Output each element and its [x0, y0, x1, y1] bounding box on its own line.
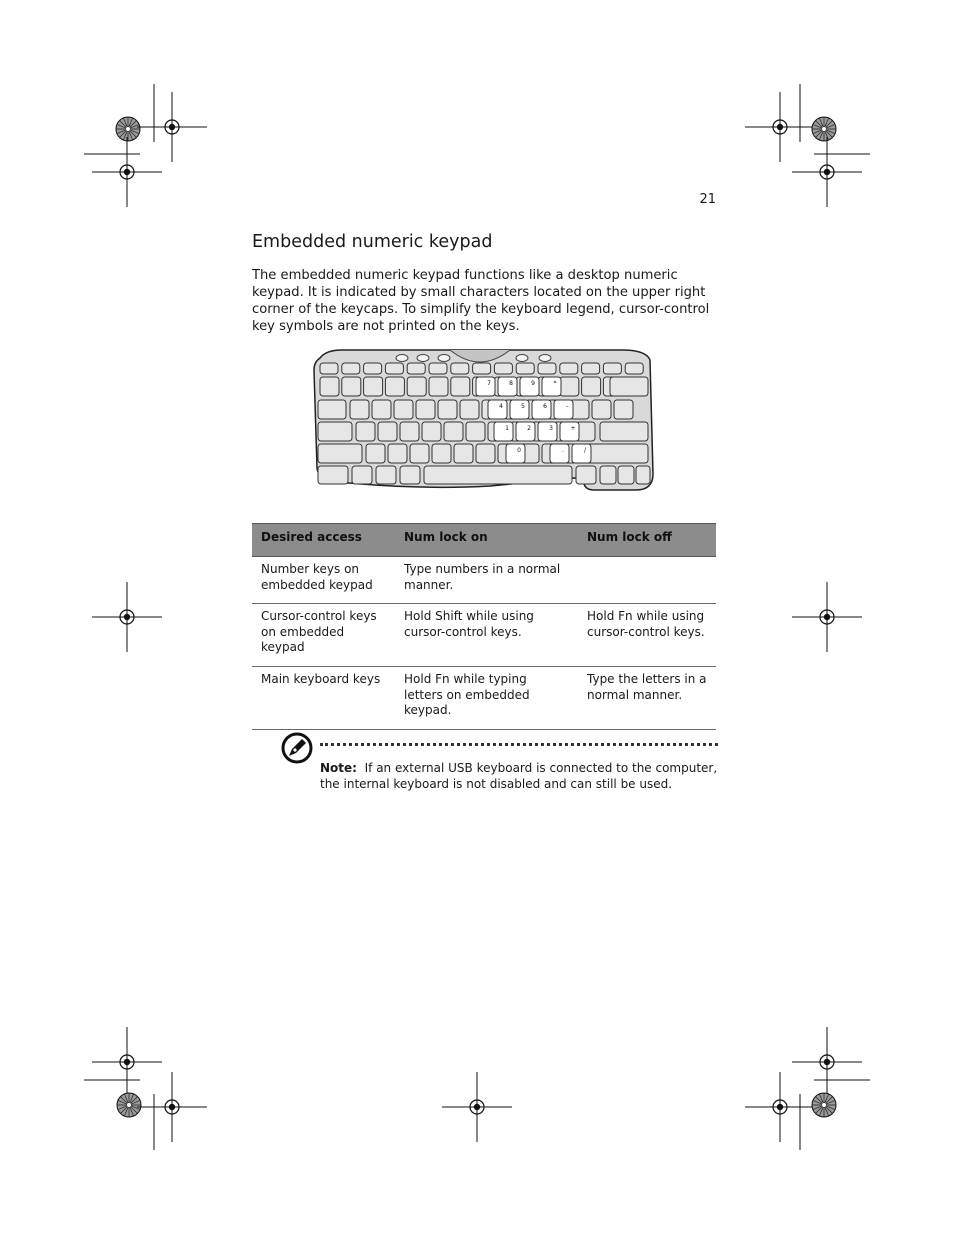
modifier-key	[376, 466, 396, 484]
keyboard-key	[394, 400, 413, 419]
function-key	[385, 363, 403, 374]
modifier-key	[400, 466, 420, 484]
table-header-row	[252, 524, 716, 557]
page-number: 21	[699, 192, 716, 207]
header-desired-access: Desired access	[252, 524, 395, 557]
keyboard-key	[560, 377, 579, 396]
keyboard-key	[429, 377, 448, 396]
keypad-key	[572, 444, 591, 463]
keyboard-key	[444, 422, 463, 441]
table-row	[252, 604, 716, 667]
keypad-legend: –	[565, 403, 569, 410]
table-cell: Number keys on embedded keypad	[252, 557, 395, 604]
note-label: Note:	[320, 761, 357, 775]
function-key	[494, 363, 512, 374]
keyboard-key	[366, 444, 385, 463]
table-row	[252, 557, 716, 604]
keypad-key	[506, 444, 525, 463]
function-key	[451, 363, 469, 374]
table-cell: Type numbers in a normal manner.	[395, 557, 578, 604]
caps-lock-key	[318, 422, 352, 441]
keypad-key	[510, 400, 529, 419]
keypad-legend: 7	[487, 380, 491, 387]
keyboard-key	[356, 422, 375, 441]
header-num-lock-off: Num lock off	[578, 524, 716, 557]
function-key	[429, 363, 447, 374]
table-cell: Hold Fn while using cursor-control keys.	[578, 604, 716, 667]
keyboard-key	[372, 400, 391, 419]
keyboard-key	[422, 422, 441, 441]
table-cell: Cursor-control keys on embedded keypad	[252, 604, 395, 667]
intro-paragraph: The embedded numeric keypad functions like a desktop numeric keypad. It is indicated by small characters located on the upper right corner of the keycaps. To simplify the keyboard legend, cursor-control key symbols are not printed on the keys.	[252, 268, 710, 334]
keyboard-key	[364, 377, 383, 396]
keypad-legend: 1	[505, 425, 509, 432]
table-cell: Type the letters in a normal manner.	[578, 666, 716, 729]
keyboard-key	[432, 444, 451, 463]
table-cell	[578, 557, 716, 604]
function-key	[364, 363, 382, 374]
space-bar	[424, 466, 572, 484]
keyboard-key	[460, 400, 479, 419]
keyboard-key	[350, 400, 369, 419]
function-key	[320, 363, 338, 374]
backspace-key	[610, 377, 648, 396]
keypad-key	[498, 377, 517, 396]
keypad-legend: 6	[543, 403, 547, 410]
keyboard-key	[320, 377, 339, 396]
note-text	[320, 761, 720, 792]
keypad-legend: +	[570, 425, 576, 432]
keypad-legend: 3	[549, 425, 553, 432]
keypad-legend: /	[583, 447, 587, 454]
keyboard-key	[451, 377, 470, 396]
keypad-key	[542, 377, 561, 396]
keypad-legend: .	[562, 447, 564, 454]
keypad-legend: 5	[521, 403, 525, 410]
keypad-key	[538, 422, 557, 441]
keyboard-key	[378, 422, 397, 441]
modifier-key	[318, 466, 348, 484]
keyboard-key	[454, 444, 473, 463]
function-key	[407, 363, 425, 374]
header-num-lock-on: Num lock on	[395, 524, 578, 557]
keyboard-key	[592, 400, 611, 419]
keyboard-key	[342, 377, 361, 396]
keypad-key	[516, 422, 535, 441]
table-cell: Hold Shift while using cursor-control keys.	[395, 604, 578, 667]
left-shift-key	[318, 444, 362, 463]
table-cell: Main keyboard keys	[252, 666, 395, 729]
keypad-legend: 2	[527, 425, 531, 432]
keypad-key	[532, 400, 551, 419]
modifier-key	[576, 466, 596, 484]
note-pen-icon	[280, 731, 314, 765]
function-key	[582, 363, 600, 374]
keyboard-key	[400, 422, 419, 441]
function-key	[538, 363, 556, 374]
arrow-key	[636, 466, 650, 484]
keypad-legend: 9	[531, 380, 535, 387]
function-key	[560, 363, 578, 374]
keyboard-key	[614, 400, 633, 419]
keypad-key	[476, 377, 495, 396]
keyboard-key	[466, 422, 485, 441]
function-key	[342, 363, 360, 374]
function-key	[603, 363, 621, 374]
keypad-access-table	[252, 523, 716, 730]
keypad-key	[550, 444, 569, 463]
table-cell: Hold Fn while typing letters on embedded keypad.	[395, 666, 578, 729]
function-key	[516, 363, 534, 374]
keyboard-key	[410, 444, 429, 463]
keypad-key	[488, 400, 507, 419]
keypad-key	[494, 422, 513, 441]
keyboard-illustration	[310, 346, 656, 494]
keypad-legend: 0	[517, 447, 521, 454]
keyboard-key	[582, 377, 601, 396]
note-body: If an external USB keyboard is connected to the computer, the internal keyboard is not disabled and can still be used.	[320, 761, 718, 791]
function-key	[473, 363, 491, 374]
tab-key	[318, 400, 346, 419]
keyboard-key	[385, 377, 404, 396]
keyboard-key	[438, 400, 457, 419]
keyboard-key	[416, 400, 435, 419]
table-row	[252, 666, 716, 729]
keypad-legend: 4	[499, 403, 503, 410]
keyboard-key	[476, 444, 495, 463]
arrow-key	[618, 466, 634, 484]
keypad-legend: *	[553, 380, 557, 387]
enter-key	[600, 422, 648, 441]
keypad-key	[554, 400, 573, 419]
note-divider	[320, 743, 718, 746]
modifier-key	[352, 466, 372, 484]
keypad-legend: 8	[509, 380, 513, 387]
function-key	[625, 363, 643, 374]
section-heading: Embedded numeric keypad	[252, 232, 493, 252]
keypad-key	[520, 377, 539, 396]
keyboard-key	[388, 444, 407, 463]
right-shift-key	[583, 444, 648, 463]
arrow-key	[600, 466, 616, 484]
keyboard-key	[407, 377, 426, 396]
